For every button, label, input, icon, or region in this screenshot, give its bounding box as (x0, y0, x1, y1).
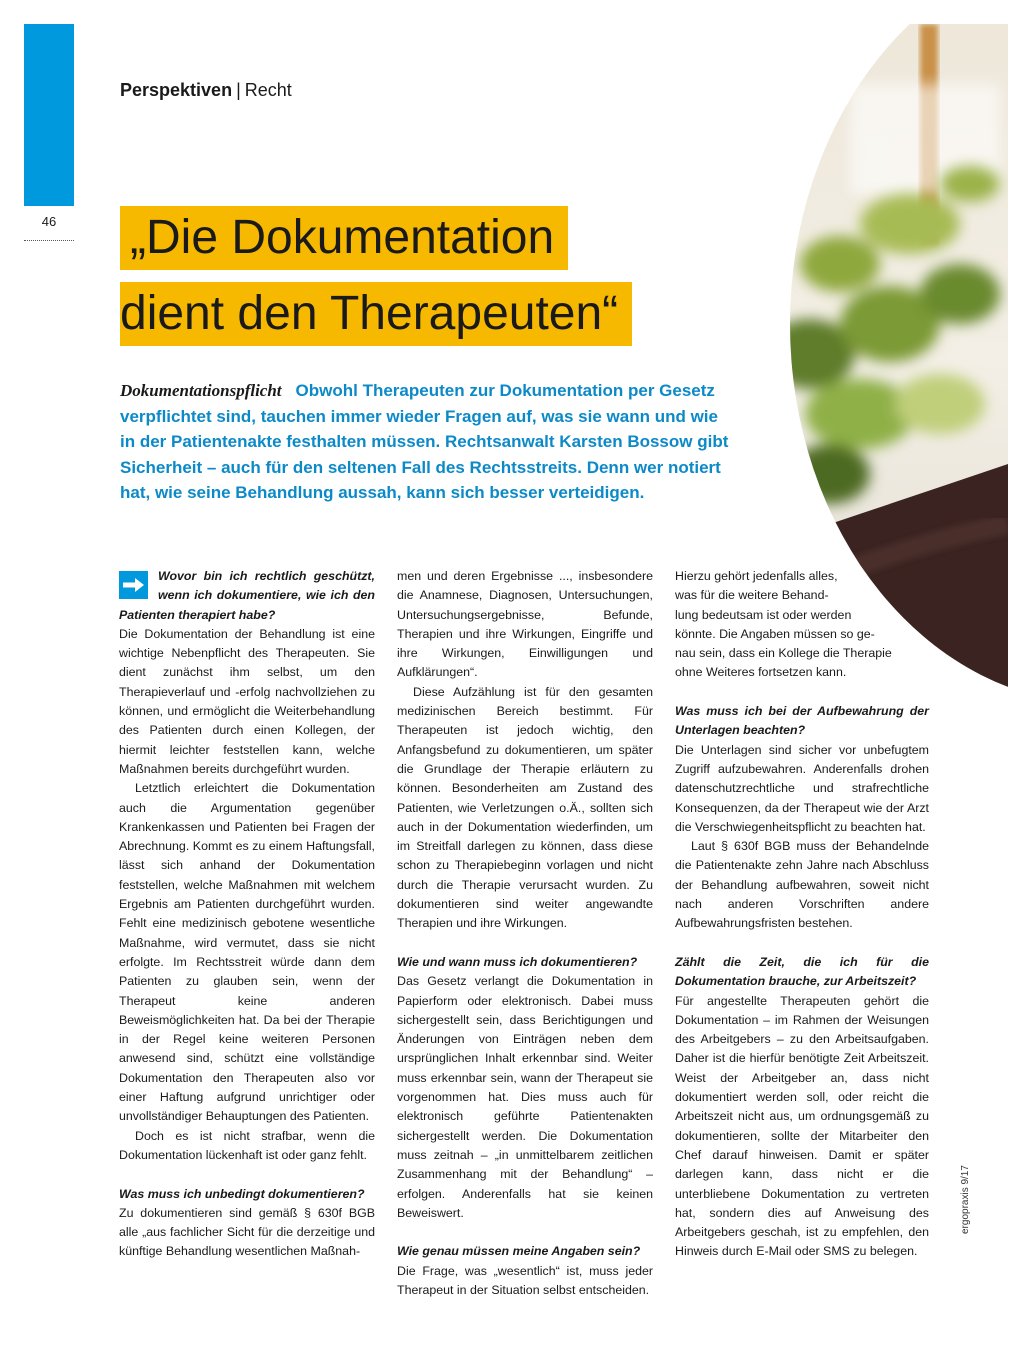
paragraph-wrapped (675, 567, 929, 683)
title-line-1: „Die Dokumentation (120, 206, 568, 270)
question-heading: Was muss ich unbedingt dokumentieren? (119, 1186, 365, 1201)
page-number: 46 (41, 214, 57, 229)
paragraph: Das Gesetz verlangt die Dokumentation in Papierform oder elektronisch. Dabei muss sichergestellt sein, dass Berichtigungen und Änderungen von Einträgen neben dem ursprünglichen Inhalt erkennbar sind. Weiter muss erkennbar sein, wann der Therapeut sie vorgenommen hat. Dies muss auch für elektronisch geführte Patientenakten sichergestellt werden. Die Dokumentation muss zeitnah – „in unmittelbarem zeitlichen Zusammenhang mit der Behandlung“ – erfolgen. Anderenfalls hat sie keinen Beweiswert. (397, 974, 653, 1220)
question-heading: Wie und wann muss ich dokumentieren? (397, 954, 638, 969)
section-header (120, 80, 292, 101)
column-2 (397, 567, 653, 1300)
subsection-label: Recht (244, 80, 292, 100)
paragraph: Die Dokumentation der Behandlung ist eine wichtige Nebenpflicht des Therapeuten. Sie dient zunächst ihm selbst, um den Therapieverlauf und -erfolg nachvollziehen zu können, und ermöglicht die Weiterbehandlung des Patienten durch einen Kollegen, der hiermit leichter feststellen kann, welche Maßnahmen bereits durchgeführt wurden. (119, 626, 375, 776)
accent-bar (24, 24, 74, 206)
paragraph: Doch es ist nicht strafbar, wenn die Dokumentation lückenhaft ist oder ganz fehlt. (119, 1128, 375, 1162)
paragraph: Letztlich erleichtert die Dokumentation auch die Argumentation gegenüber Krankenkassen und Patienten bei Fragen der Abrechnung. Kommt es zu einem Haftungsfall, lässt sich anhand der Dokumentation feststellen, welche Maßnahmen mit welchem Ergebnis am Patienten durchgeführt wurden. Fehlt eine medizinisch gebotene wesentliche Maßnahme, wird vermutet, dass sie nicht erfolgte. Im Rechtsstreit würde dann dem Patienten zu glauben sein, wenn der Therapeut keine anderen Beweismöglichkeiten hat. Da bei der Therapie in der Regel keine weiteren Personen anwesend sind, schützt eine vollständige Dokumentation den Therapeuten also vor einer Haftung aufgrund unrichtiger oder unvollständiger Behauptungen des Patienten. (119, 781, 375, 1124)
paragraph: Laut § 630f BGB muss der Behandelnde die Patientenakte zehn Jahre nach Abschluss der Behandlung aufbewahren, soweit nicht nach anderen Vorschriften andere Aufbewahrungsfristen bestehen. (675, 839, 929, 931)
section-label: Perspektiven (120, 80, 233, 100)
text-line: ohne Weiteres fortsetzen kann. (675, 665, 847, 680)
text-line: lung bedeutsam ist oder werden (675, 607, 852, 622)
column-3 (675, 567, 929, 1262)
paragraph: Zu dokumentieren sind gemäß § 630f BGB alle „aus fachlicher Sicht für die derzeitige und künftige Behandlung wesentlichen Maßnah- (119, 1205, 375, 1259)
paragraph: Die Frage, was „wesentlich“ ist, muss jeder Therapeut in der Situation selbst entscheiden. (397, 1263, 653, 1297)
title-line-2: dient den Therapeuten“ (120, 282, 632, 346)
lead-keyword: Dokumentationspflicht (120, 381, 282, 400)
text-line: Hierzu gehört jedenfalls alles, (675, 569, 838, 583)
article-title (120, 206, 632, 358)
question-heading: Zählt die Zeit, die ich für die Dokumentation brauche, zur Arbeitszeit? (675, 954, 929, 989)
paragraph: Für angestellte Therapeuten gehört die Dokumentation – im Rahmen der Weisungen des Arbeitgebers – zu den Arbeitsaufgaben. Daher ist die hierfür benötigte Zeit Arbeitszeit. Weist der Arbeitgeber an, dass nicht dokumentiert werden soll, oder reicht die Arbeitszeit nicht aus, um ordnungsgemäß zu dokumentieren, sollte der Mitarbeiter den Chef darauf hinweisen. Damit er später darlegen kann, dass nicht er die unterbliebene Dokumentation zu vertreten hat, sondern dies auf Anweisung des Arbeitgebers geschah, ist zu empfehlen, den Hinweis durch E-Mail oder SMS zu belegen. (675, 993, 929, 1259)
paragraph: Die Unterlagen sind sicher vor unbefugtem Zugriff aufzubewahren. Anderenfalls drohen datenschutzrechtliche und strafrechtliche Konsequenzen, da der Therapeut wie der Arzt die Verschwiegenheitspflicht zu beachten hat. (675, 742, 929, 834)
column-1 (119, 567, 375, 1262)
divider (24, 240, 74, 241)
text-line: nau sein, dass ein Kollege die Therapie (675, 646, 892, 661)
lead-paragraph (120, 378, 735, 506)
question-heading: Wie genau müssen meine Angaben sein? (397, 1244, 641, 1259)
text-line: könnte. Die Angaben müssen so ge- (675, 626, 875, 641)
question-heading: Wovor bin ich rechtlich geschützt, wenn ich dokumentiere, wie ich den Patienten therapiert habe? (119, 569, 375, 622)
text-line: was für die weitere Behand- (675, 588, 829, 603)
arrow-right-icon (119, 571, 148, 599)
journal-footer: ergopraxis 9/17 (960, 1165, 971, 1234)
paragraph: men und deren Ergebnisse ..., insbesondere die Anamnese, Diagnosen, Untersuchungen, Untersuchungsergebnisse, Befunde, Therapien und ihre Wirkungen, Eingriffe und ihre Wirkungen, Einwilligungen und Aufklärungen“. (397, 569, 653, 680)
question-heading: Was muss ich bei der Aufbewahrung der Unterlagen beachten? (675, 704, 929, 738)
lead-text: Obwohl Therapeuten zur Dokumentation per Gesetz verpflichtet sind, tauchen immer wieder Fragen auf, was sie wann und wie in der Patientenakte festhalten müssen. Rechtsanwalt Karsten Bossow gibt Sicherheit – auch für den seltenen Fall des Rechtsstreits. Denn wer notiert hat, wie seine Behandlung aussah, kann sich besser verteidigen. (120, 381, 729, 502)
section-separator: | (236, 80, 241, 100)
paragraph: Diese Aufzählung ist für den gesamten medizinischen Bereich bestimmt. Für Therapeuten ist jedoch wichtig, den Anfangsbefund zu dokumentieren, um später die Grundlage der Therapie erläutern zu können. Besonderheiten am Zustand des Patienten, wie Verletzungen o.Ä., sollten sich auch in der Dokumentation wiederfinden, um im Streitfall darlegen zu können, dass diese schon zu Therapiebeginn vorlagen und nicht durch die Therapie verursacht wurden. Zu dokumentieren sind weiter angewandte Therapien und ihre Wirkungen. (397, 684, 653, 931)
